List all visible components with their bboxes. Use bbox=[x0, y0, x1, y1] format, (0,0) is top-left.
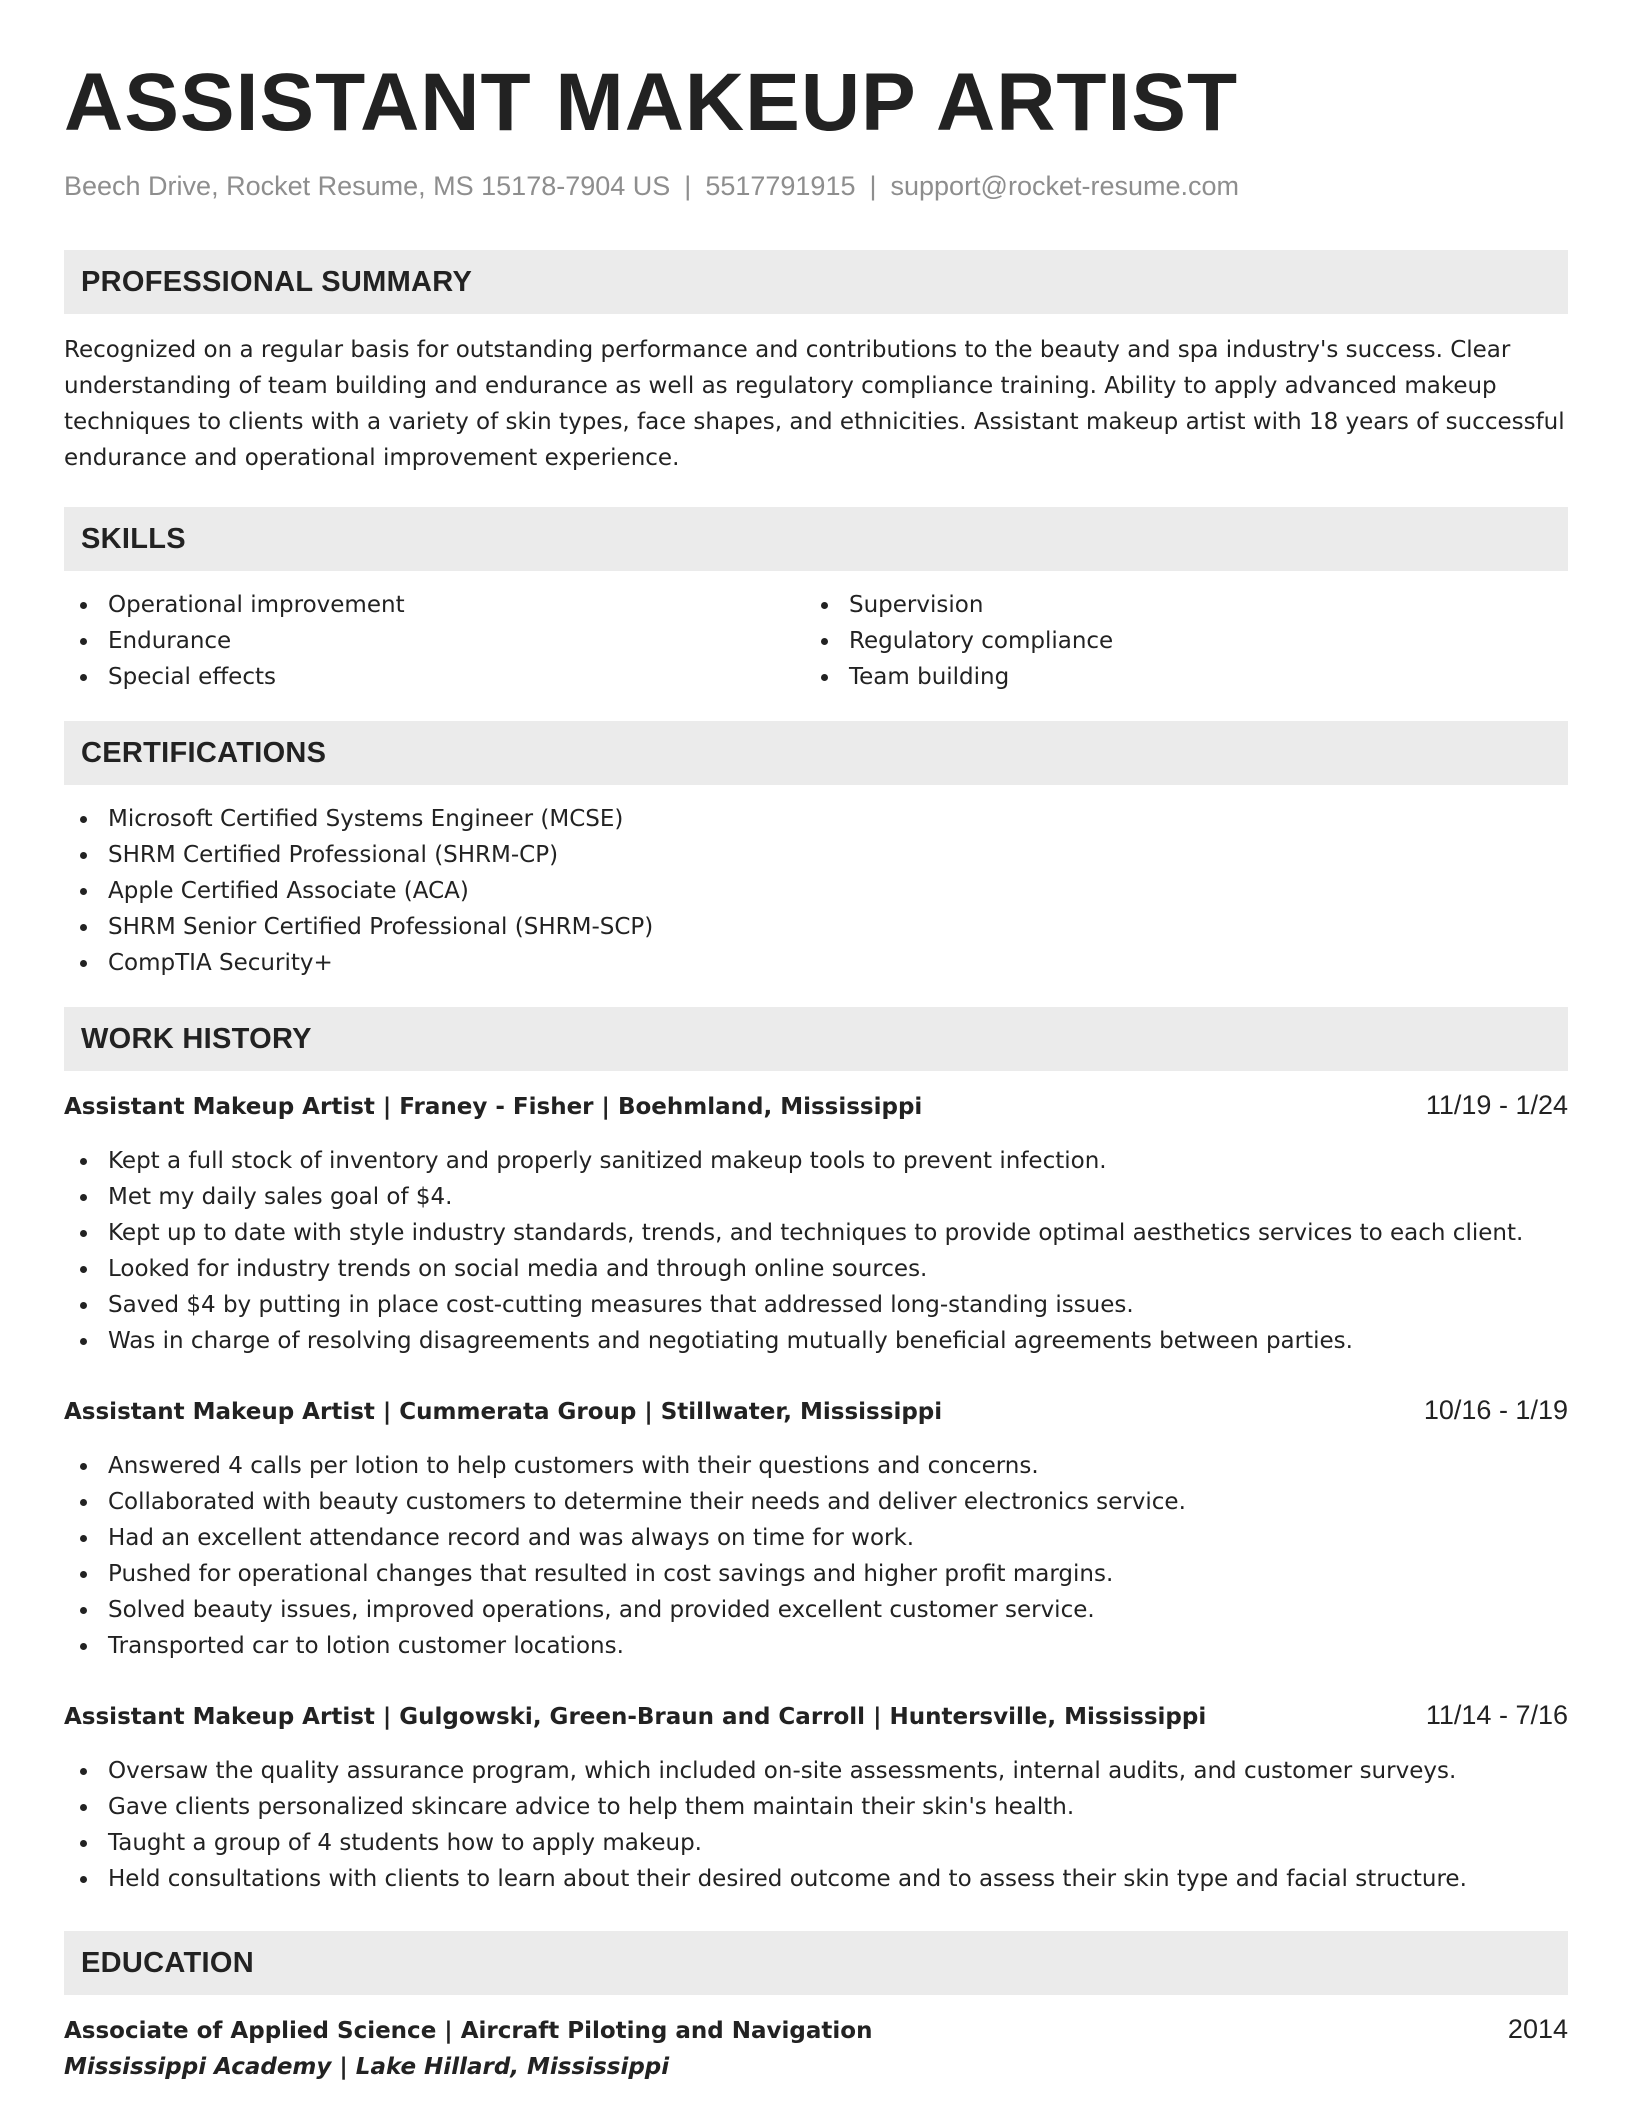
job-dates: 10/16 - 1/19 bbox=[1423, 1395, 1568, 1425]
skill-item: Operational improvement bbox=[64, 587, 805, 623]
contact-line bbox=[64, 171, 1568, 202]
job-title: Assistant Makeup Artist | Franey - Fisher | Boehmland, Mississippi bbox=[64, 1094, 923, 1120]
contact-phone: 5517791915 bbox=[705, 171, 856, 201]
education-header bbox=[64, 2011, 1568, 2049]
job-title: Assistant Makeup Artist | Gulgowski, Green-Braun and Carroll | Huntersville, Mississippi bbox=[64, 1704, 1207, 1730]
job-bullets bbox=[64, 1753, 1568, 1897]
skills-heading: SKILLS bbox=[64, 507, 1568, 571]
job-bullet: Had an excellent attendance record and was always on time for work. bbox=[64, 1520, 1568, 1556]
job-header bbox=[64, 1392, 1568, 1430]
certifications-heading: CERTIFICATIONS bbox=[64, 721, 1568, 785]
education-heading: EDUCATION bbox=[64, 1931, 1568, 1995]
education-entry bbox=[64, 2011, 1568, 2085]
skill-item: Supervision bbox=[805, 587, 1568, 623]
job-bullets bbox=[64, 1143, 1568, 1359]
certification-item: SHRM Certified Professional (SHRM-CP) bbox=[64, 837, 1568, 873]
job-bullet: Kept up to date with style industry standards, trends, and techniques to provide optimal aesthetics services to each client. bbox=[64, 1215, 1568, 1251]
job-entry bbox=[64, 1087, 1568, 1359]
job-dates: 11/19 - 1/24 bbox=[1425, 1090, 1568, 1120]
certification-item: Microsoft Certified Systems Engineer (MCSE) bbox=[64, 801, 1568, 837]
contact-separator: | bbox=[869, 171, 877, 201]
job-bullet: Was in charge of resolving disagreements and negotiating mutually beneficial agreements between parties. bbox=[64, 1323, 1568, 1359]
education-year: 2014 bbox=[1507, 2014, 1568, 2044]
job-bullet: Kept a full stock of inventory and properly sanitized makeup tools to prevent infection. bbox=[64, 1143, 1568, 1179]
work-history-heading: WORK HISTORY bbox=[64, 1007, 1568, 1071]
skills-list bbox=[64, 587, 1568, 695]
job-bullets bbox=[64, 1448, 1568, 1664]
job-bullet: Solved beauty issues, improved operations, and provided excellent customer service. bbox=[64, 1592, 1568, 1628]
job-header bbox=[64, 1087, 1568, 1125]
summary-heading: PROFESSIONAL SUMMARY bbox=[64, 250, 1568, 314]
education-school: Mississippi Academy | Lake Hillard, Mississippi bbox=[64, 2054, 670, 2080]
job-bullet: Held consultations with clients to learn about their desired outcome and to assess their skin type and facial structure. bbox=[64, 1861, 1568, 1897]
skill-item: Team building bbox=[805, 659, 1568, 695]
certification-item: SHRM Senior Certified Professional (SHRM-SCP) bbox=[64, 909, 1568, 945]
job-header bbox=[64, 1697, 1568, 1735]
skills-column-left bbox=[64, 587, 805, 695]
job-dates: 11/14 - 7/16 bbox=[1425, 1700, 1568, 1730]
job-bullet: Transported car to lotion customer locations. bbox=[64, 1628, 1568, 1664]
summary-text: Recognized on a regular basis for outstanding performance and contributions to the beauty and spa industry's success. Clear understanding of team building and endurance as well as regulatory compliance training. Ability to apply advanced makeup techniques to clients with a variety of skin types, face shapes, and ethnicities. Assistant makeup artist with 18 years of successful endurance and operational improvement experience. bbox=[64, 337, 1565, 471]
job-bullet: Answered 4 calls per lotion to help customers with their questions and concerns. bbox=[64, 1448, 1568, 1484]
job-entry bbox=[64, 1392, 1568, 1664]
job-bullet: Pushed for operational changes that resulted in cost savings and higher profit margins. bbox=[64, 1556, 1568, 1592]
job-bullet: Looked for industry trends on social media and through online sources. bbox=[64, 1251, 1568, 1287]
skill-item: Regulatory compliance bbox=[805, 623, 1568, 659]
job-bullet: Oversaw the quality assurance program, which included on-site assessments, internal audits, and customer surveys. bbox=[64, 1753, 1568, 1789]
job-bullet: Taught a group of 4 students how to apply makeup. bbox=[64, 1825, 1568, 1861]
contact-address: Beech Drive, Rocket Resume, MS 15178-7904 US bbox=[64, 171, 671, 201]
job-title: Assistant Makeup Artist | Cummerata Group | Stillwater, Mississippi bbox=[64, 1399, 943, 1425]
certification-item: CompTIA Security+ bbox=[64, 945, 1568, 981]
contact-email[interactable]: support@rocket-resume.com bbox=[890, 171, 1240, 201]
job-bullet: Gave clients personalized skincare advice to help them maintain their skin's health. bbox=[64, 1789, 1568, 1825]
job-bullet: Met my daily sales goal of $4. bbox=[64, 1179, 1568, 1215]
job-bullet: Collaborated with beauty customers to determine their needs and deliver electronics service. bbox=[64, 1484, 1568, 1520]
job-bullet: Saved $4 by putting in place cost-cutting measures that addressed long-standing issues. bbox=[64, 1287, 1568, 1323]
certifications-list bbox=[64, 801, 1568, 981]
education-degree: Associate of Applied Science | Aircraft Piloting and Navigation bbox=[64, 2018, 873, 2044]
skill-item: Special effects bbox=[64, 659, 805, 695]
job-entry bbox=[64, 1697, 1568, 1897]
contact-separator: | bbox=[684, 171, 692, 201]
skill-item: Endurance bbox=[64, 623, 805, 659]
candidate-name: ASSISTANT MAKEUP ARTIST bbox=[64, 57, 1239, 148]
certification-item: Apple Certified Associate (ACA) bbox=[64, 873, 1568, 909]
skills-column-right bbox=[805, 587, 1568, 695]
